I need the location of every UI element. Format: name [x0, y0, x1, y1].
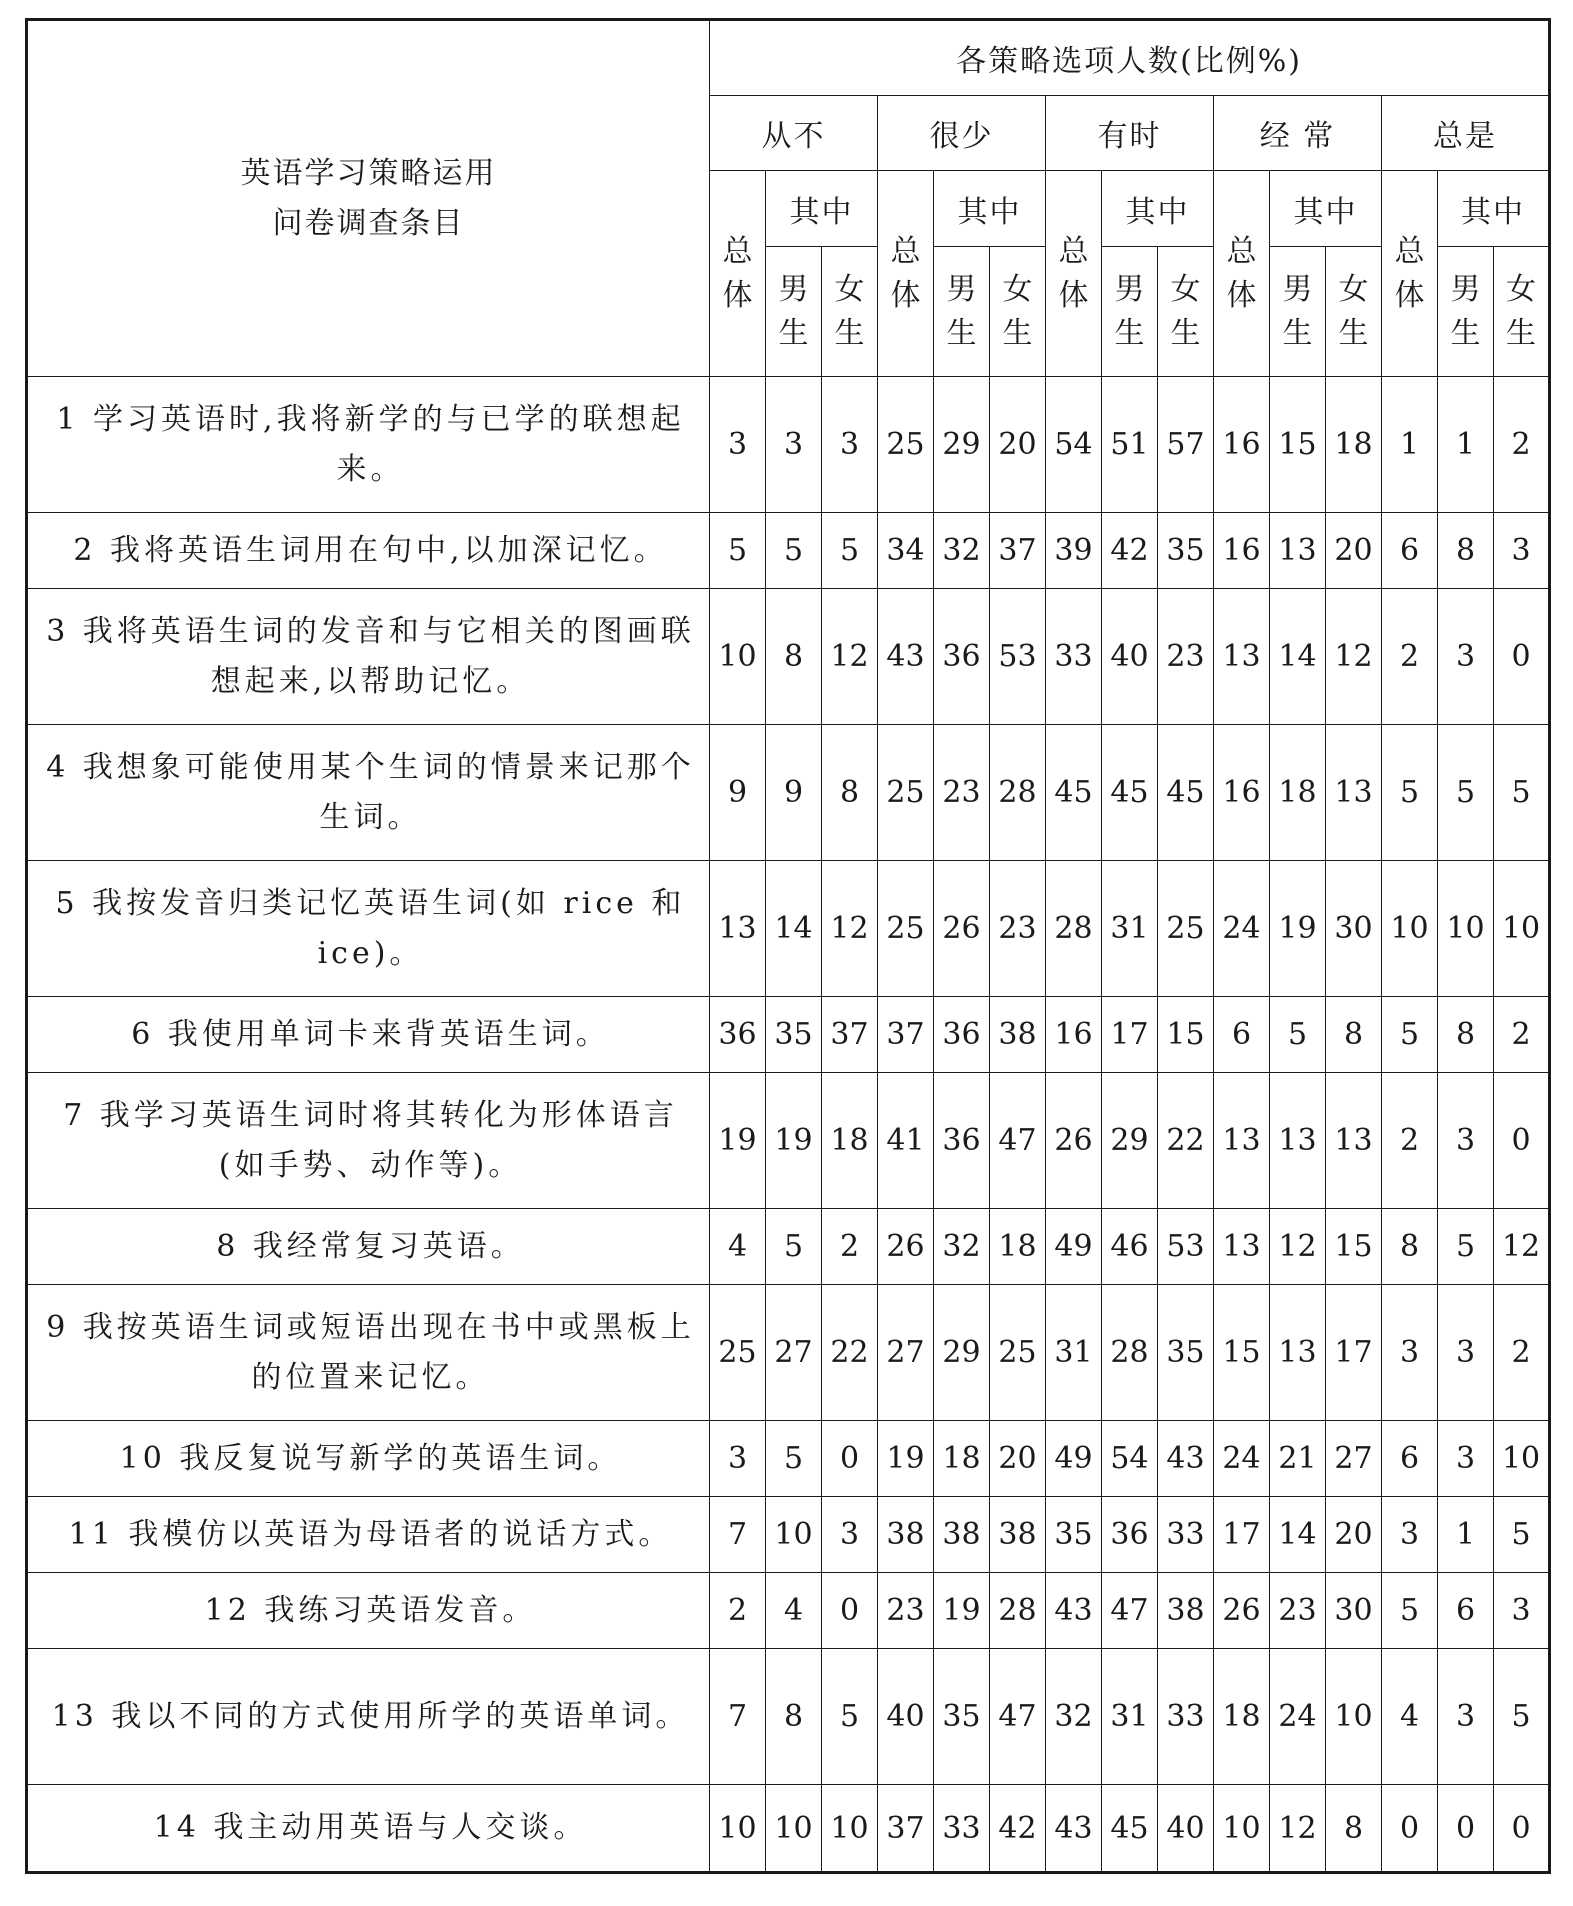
value-cell: 54	[1046, 377, 1102, 513]
value-cell: 19	[878, 1421, 934, 1497]
value-cell: 37	[990, 513, 1046, 589]
item-text: 8 我经常复习英语。	[27, 1209, 710, 1285]
value-cell: 13	[1270, 1073, 1326, 1209]
value-cell: 25	[878, 725, 934, 861]
value-cell: 45	[1046, 725, 1102, 861]
value-cell: 14	[1270, 589, 1326, 725]
value-cell: 10	[766, 1785, 822, 1873]
item-text: 7 我学习英语生词时将其转化为形体语言(如手势、动作等)。	[27, 1073, 710, 1209]
value-cell: 24	[1214, 1421, 1270, 1497]
value-cell: 20	[990, 377, 1046, 513]
value-cell: 13	[710, 861, 766, 997]
value-cell: 18	[990, 1209, 1046, 1285]
table-row	[27, 1421, 1550, 1497]
of-which-header: 其中	[1438, 171, 1550, 247]
of-which-header: 其中	[766, 171, 878, 247]
value-cell: 8	[1438, 513, 1494, 589]
value-cell: 9	[710, 725, 766, 861]
table-row	[27, 513, 1550, 589]
value-cell: 5	[1382, 725, 1438, 861]
value-cell: 0	[822, 1421, 878, 1497]
value-cell: 18	[822, 1073, 878, 1209]
value-cell: 36	[1102, 1497, 1158, 1573]
value-cell: 5	[1270, 997, 1326, 1073]
value-cell: 12	[1494, 1209, 1550, 1285]
item-text: 2 我将英语生词用在句中,以加深记忆。	[27, 513, 710, 589]
value-cell: 8	[822, 725, 878, 861]
value-cell: 20	[1326, 1497, 1382, 1573]
value-cell: 5	[1438, 1209, 1494, 1285]
value-cell: 32	[934, 513, 990, 589]
value-cell: 1	[1438, 377, 1494, 513]
value-cell: 42	[1102, 513, 1158, 589]
value-cell: 38	[878, 1497, 934, 1573]
value-cell: 5	[1438, 725, 1494, 861]
item-text: 9 我按英语生词或短语出现在书中或黑板上的位置来记忆。	[27, 1285, 710, 1421]
value-cell: 0	[1382, 1785, 1438, 1873]
value-cell: 13	[1214, 589, 1270, 725]
value-cell: 5	[1494, 1649, 1550, 1785]
value-cell: 8	[1326, 1785, 1382, 1873]
value-cell: 30	[1326, 861, 1382, 997]
value-cell: 26	[934, 861, 990, 997]
value-cell: 30	[1326, 1573, 1382, 1649]
survey-table	[25, 18, 1551, 1874]
value-cell: 5	[710, 513, 766, 589]
value-cell: 5	[1494, 1497, 1550, 1573]
value-cell: 38	[934, 1497, 990, 1573]
male-header: 男 生	[1102, 247, 1158, 377]
value-cell: 33	[1158, 1649, 1214, 1785]
value-cell: 32	[1046, 1649, 1102, 1785]
value-cell: 37	[822, 997, 878, 1073]
value-cell: 31	[1046, 1285, 1102, 1421]
value-cell: 2	[710, 1573, 766, 1649]
value-cell: 35	[766, 997, 822, 1073]
value-cell: 25	[990, 1285, 1046, 1421]
value-cell: 25	[710, 1285, 766, 1421]
total-header: 总 体	[878, 171, 934, 377]
value-cell: 35	[1046, 1497, 1102, 1573]
value-cell: 36	[710, 997, 766, 1073]
value-cell: 16	[1214, 725, 1270, 861]
item-text: 4 我想象可能使用某个生词的情景来记那个生词。	[27, 725, 710, 861]
option-often: 经 常	[1214, 96, 1382, 171]
value-cell: 34	[878, 513, 934, 589]
value-cell: 36	[934, 1073, 990, 1209]
value-cell: 31	[1102, 861, 1158, 997]
value-cell: 49	[1046, 1209, 1102, 1285]
value-cell: 26	[1214, 1573, 1270, 1649]
value-cell: 43	[878, 589, 934, 725]
value-cell: 1	[1438, 1497, 1494, 1573]
value-cell: 10	[1494, 1421, 1550, 1497]
value-cell: 14	[1270, 1497, 1326, 1573]
value-cell: 19	[934, 1573, 990, 1649]
value-cell: 3	[1438, 1421, 1494, 1497]
table-row	[27, 1209, 1550, 1285]
value-cell: 3	[1438, 1285, 1494, 1421]
value-cell: 23	[1158, 589, 1214, 725]
value-cell: 29	[1102, 1073, 1158, 1209]
female-header: 女 生	[1326, 247, 1382, 377]
value-cell: 43	[1158, 1421, 1214, 1497]
value-cell: 53	[1158, 1209, 1214, 1285]
value-cell: 5	[822, 1649, 878, 1785]
value-cell: 7	[710, 1497, 766, 1573]
value-cell: 0	[1438, 1785, 1494, 1873]
table-row	[27, 1785, 1550, 1873]
value-cell: 10	[1382, 861, 1438, 997]
value-cell: 8	[1382, 1209, 1438, 1285]
value-cell: 3	[822, 1497, 878, 1573]
value-cell: 18	[1270, 725, 1326, 861]
main-title: 各策略选项人数(比例%)	[710, 20, 1550, 96]
value-cell: 4	[710, 1209, 766, 1285]
value-cell: 0	[1494, 1073, 1550, 1209]
value-cell: 0	[822, 1573, 878, 1649]
value-cell: 3	[1382, 1497, 1438, 1573]
male-header: 男 生	[1270, 247, 1326, 377]
value-cell: 5	[1382, 1573, 1438, 1649]
of-which-header: 其中	[1102, 171, 1214, 247]
value-cell: 2	[1382, 1073, 1438, 1209]
item-text: 10 我反复说写新学的英语生词。	[27, 1421, 710, 1497]
female-header: 女 生	[1494, 247, 1550, 377]
value-cell: 7	[710, 1649, 766, 1785]
item-text: 12 我练习英语发音。	[27, 1573, 710, 1649]
value-cell: 0	[1494, 1785, 1550, 1873]
value-cell: 12	[1270, 1785, 1326, 1873]
value-cell: 20	[990, 1421, 1046, 1497]
item-text: 6 我使用单词卡来背英语生词。	[27, 997, 710, 1073]
value-cell: 35	[1158, 513, 1214, 589]
value-cell: 8	[766, 589, 822, 725]
total-header: 总 体	[1046, 171, 1102, 377]
value-cell: 19	[766, 1073, 822, 1209]
value-cell: 28	[1102, 1285, 1158, 1421]
value-cell: 35	[934, 1649, 990, 1785]
value-cell: 27	[766, 1285, 822, 1421]
value-cell: 16	[1046, 997, 1102, 1073]
value-cell: 38	[990, 997, 1046, 1073]
value-cell: 22	[1158, 1073, 1214, 1209]
item-text: 5 我按发音归类记忆英语生词(如 rice 和 ice)。	[27, 861, 710, 997]
table-row	[27, 1649, 1550, 1785]
value-cell: 3	[1382, 1285, 1438, 1421]
value-cell: 47	[1102, 1573, 1158, 1649]
value-cell: 18	[934, 1421, 990, 1497]
value-cell: 23	[878, 1573, 934, 1649]
item-text: 13 我以不同的方式使用所学的英语单词。	[27, 1649, 710, 1785]
value-cell: 31	[1102, 1649, 1158, 1785]
value-cell: 15	[1214, 1285, 1270, 1421]
option-never: 从不	[710, 96, 878, 171]
table-header	[27, 20, 1550, 377]
value-cell: 3	[710, 377, 766, 513]
value-cell: 5	[766, 1421, 822, 1497]
value-cell: 24	[1270, 1649, 1326, 1785]
value-cell: 33	[934, 1785, 990, 1873]
item-text: 11 我模仿以英语为母语者的说话方式。	[27, 1497, 710, 1573]
female-header: 女 生	[822, 247, 878, 377]
value-cell: 3	[710, 1421, 766, 1497]
value-cell: 17	[1214, 1497, 1270, 1573]
table-row	[27, 861, 1550, 997]
value-cell: 8	[766, 1649, 822, 1785]
value-cell: 0	[1494, 589, 1550, 725]
value-cell: 13	[1326, 1073, 1382, 1209]
value-cell: 36	[934, 997, 990, 1073]
value-cell: 33	[1158, 1497, 1214, 1573]
value-cell: 51	[1102, 377, 1158, 513]
value-cell: 10	[710, 589, 766, 725]
value-cell: 41	[878, 1073, 934, 1209]
value-cell: 45	[1102, 1785, 1158, 1873]
value-cell: 10	[1214, 1785, 1270, 1873]
value-cell: 25	[878, 377, 934, 513]
value-cell: 2	[1494, 377, 1550, 513]
option-rarely: 很少	[878, 96, 1046, 171]
value-cell: 3	[1438, 589, 1494, 725]
value-cell: 2	[1494, 1285, 1550, 1421]
value-cell: 12	[822, 589, 878, 725]
value-cell: 28	[990, 725, 1046, 861]
value-cell: 47	[990, 1073, 1046, 1209]
value-cell: 49	[1046, 1421, 1102, 1497]
value-cell: 10	[822, 1785, 878, 1873]
value-cell: 28	[1046, 861, 1102, 997]
value-cell: 18	[1326, 377, 1382, 513]
value-cell: 3	[1494, 513, 1550, 589]
value-cell: 2	[822, 1209, 878, 1285]
value-cell: 16	[1214, 377, 1270, 513]
value-cell: 23	[1270, 1573, 1326, 1649]
value-cell: 19	[1270, 861, 1326, 997]
value-cell: 12	[1270, 1209, 1326, 1285]
value-cell: 38	[1158, 1573, 1214, 1649]
value-cell: 47	[990, 1649, 1046, 1785]
value-cell: 54	[1102, 1421, 1158, 1497]
value-cell: 29	[934, 1285, 990, 1421]
value-cell: 36	[934, 589, 990, 725]
female-header: 女 生	[990, 247, 1046, 377]
value-cell: 10	[766, 1497, 822, 1573]
value-cell: 3	[766, 377, 822, 513]
table-row	[27, 1073, 1550, 1209]
value-cell: 13	[1270, 513, 1326, 589]
value-cell: 4	[1382, 1649, 1438, 1785]
value-cell: 8	[1438, 997, 1494, 1073]
value-cell: 15	[1158, 997, 1214, 1073]
value-cell: 45	[1158, 725, 1214, 861]
value-cell: 3	[1438, 1649, 1494, 1785]
value-cell: 6	[1382, 513, 1438, 589]
value-cell: 13	[1214, 1073, 1270, 1209]
value-cell: 5	[1494, 725, 1550, 861]
total-header: 总 体	[710, 171, 766, 377]
value-cell: 28	[990, 1573, 1046, 1649]
male-header: 男 生	[1438, 247, 1494, 377]
item-column-header: 英语学习策略运用 问卷调查条目	[27, 20, 710, 377]
value-cell: 5	[1382, 997, 1438, 1073]
value-cell: 12	[1326, 589, 1382, 725]
value-cell: 23	[934, 725, 990, 861]
value-cell: 45	[1102, 725, 1158, 861]
value-cell: 27	[878, 1285, 934, 1421]
value-cell: 23	[990, 861, 1046, 997]
item-text: 1 学习英语时,我将新学的与已学的联想起来。	[27, 377, 710, 513]
male-header: 男 生	[934, 247, 990, 377]
value-cell: 4	[766, 1573, 822, 1649]
value-cell: 29	[934, 377, 990, 513]
table-row	[27, 377, 1550, 513]
value-cell: 10	[1494, 861, 1550, 997]
value-cell: 13	[1214, 1209, 1270, 1285]
value-cell: 13	[1270, 1285, 1326, 1421]
value-cell: 17	[1102, 997, 1158, 1073]
value-cell: 39	[1046, 513, 1102, 589]
value-cell: 40	[1102, 589, 1158, 725]
value-cell: 14	[766, 861, 822, 997]
value-cell: 25	[1158, 861, 1214, 997]
option-always: 总是	[1382, 96, 1550, 171]
value-cell: 32	[934, 1209, 990, 1285]
value-cell: 24	[1214, 861, 1270, 997]
value-cell: 46	[1102, 1209, 1158, 1285]
value-cell: 43	[1046, 1785, 1102, 1873]
value-cell: 38	[990, 1497, 1046, 1573]
value-cell: 12	[822, 861, 878, 997]
total-header: 总 体	[1214, 171, 1270, 377]
female-header: 女 生	[1158, 247, 1214, 377]
value-cell: 18	[1214, 1649, 1270, 1785]
total-header: 总 体	[1382, 171, 1438, 377]
value-cell: 15	[1326, 1209, 1382, 1285]
value-cell: 5	[766, 513, 822, 589]
value-cell: 8	[1326, 997, 1382, 1073]
value-cell: 3	[822, 377, 878, 513]
value-cell: 26	[878, 1209, 934, 1285]
of-which-header: 其中	[934, 171, 1046, 247]
value-cell: 26	[1046, 1073, 1102, 1209]
value-cell: 21	[1270, 1421, 1326, 1497]
value-cell: 37	[878, 997, 934, 1073]
value-cell: 13	[1326, 725, 1382, 861]
option-sometimes: 有时	[1046, 96, 1214, 171]
value-cell: 25	[878, 861, 934, 997]
value-cell: 17	[1326, 1285, 1382, 1421]
item-text: 3 我将英语生词的发音和与它相关的图画联想起来,以帮助记忆。	[27, 589, 710, 725]
of-which-header: 其中	[1270, 171, 1382, 247]
value-cell: 6	[1438, 1573, 1494, 1649]
value-cell: 27	[1326, 1421, 1382, 1497]
table-body	[27, 377, 1550, 1873]
value-cell: 57	[1158, 377, 1214, 513]
value-cell: 40	[1158, 1785, 1214, 1873]
table-row	[27, 1573, 1550, 1649]
male-header: 男 生	[766, 247, 822, 377]
value-cell: 40	[878, 1649, 934, 1785]
table-row	[27, 589, 1550, 725]
table-row	[27, 1285, 1550, 1421]
value-cell: 16	[1214, 513, 1270, 589]
value-cell: 43	[1046, 1573, 1102, 1649]
value-cell: 6	[1214, 997, 1270, 1073]
value-cell: 6	[1382, 1421, 1438, 1497]
value-cell: 1	[1382, 377, 1438, 513]
table-row	[27, 997, 1550, 1073]
item-text: 14 我主动用英语与人交谈。	[27, 1785, 710, 1873]
value-cell: 10	[1438, 861, 1494, 997]
value-cell: 10	[710, 1785, 766, 1873]
table-row	[27, 725, 1550, 861]
value-cell: 5	[766, 1209, 822, 1285]
table-row	[27, 1497, 1550, 1573]
value-cell: 53	[990, 589, 1046, 725]
value-cell: 22	[822, 1285, 878, 1421]
value-cell: 2	[1382, 589, 1438, 725]
value-cell: 9	[766, 725, 822, 861]
value-cell: 5	[822, 513, 878, 589]
value-cell: 35	[1158, 1285, 1214, 1421]
value-cell: 37	[878, 1785, 934, 1873]
value-cell: 3	[1438, 1073, 1494, 1209]
value-cell: 42	[990, 1785, 1046, 1873]
value-cell: 20	[1326, 513, 1382, 589]
value-cell: 15	[1270, 377, 1326, 513]
value-cell: 2	[1494, 997, 1550, 1073]
value-cell: 19	[710, 1073, 766, 1209]
value-cell: 33	[1046, 589, 1102, 725]
value-cell: 10	[1326, 1649, 1382, 1785]
value-cell: 3	[1494, 1573, 1550, 1649]
